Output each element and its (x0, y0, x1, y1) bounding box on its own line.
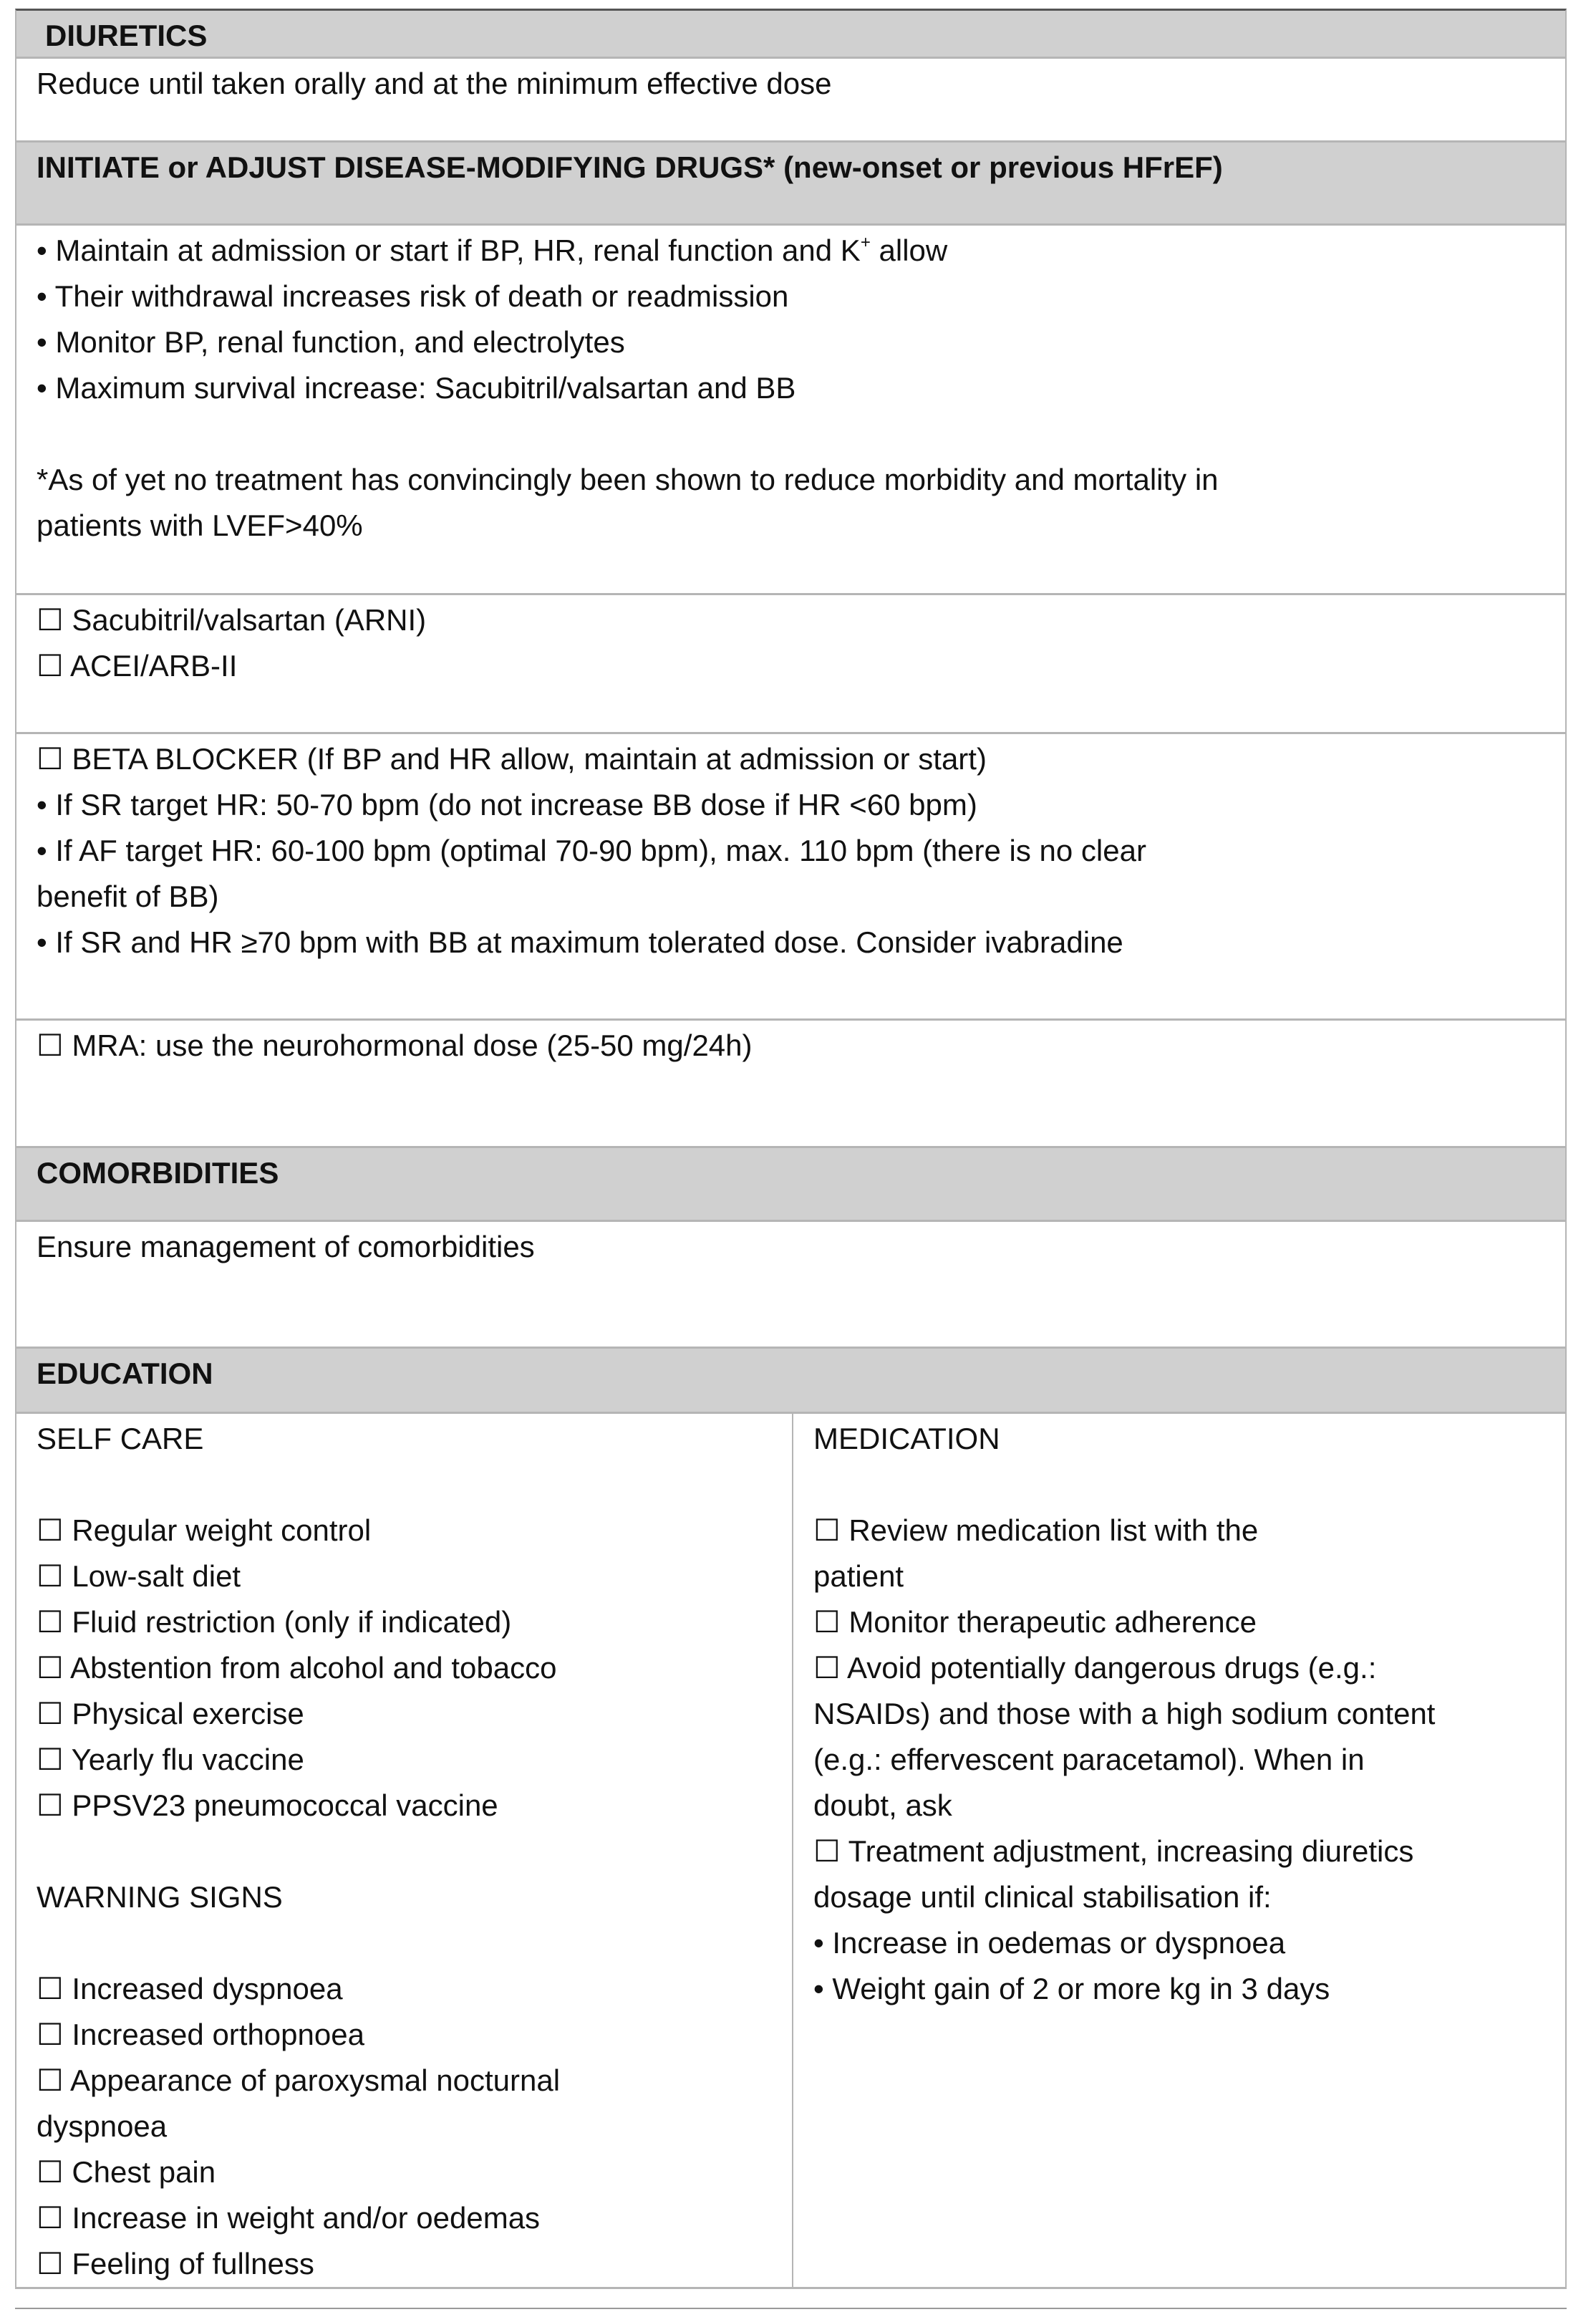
bottom-rule (15, 2308, 1567, 2309)
checklist-item[interactable]: ☐ Physical exercise (37, 1697, 304, 1730)
section-title: COMORBIDITIES (37, 1156, 279, 1190)
text-span: • Maintain at admission or start if BP, HR, renal function and K (37, 233, 861, 267)
checklist-item[interactable]: ☐ Low-salt diet (37, 1559, 241, 1593)
text-line (37, 1462, 792, 1508)
checklist-item[interactable]: ☐ Fluid restriction (only if indicated) (37, 1605, 512, 1639)
section-title: EDUCATION (37, 1357, 213, 1390)
education-header (16, 1349, 1565, 1414)
superscript: + (860, 233, 871, 252)
checklist-item[interactable]: ☐ Sacubitril/valsartan (ARNI) (37, 603, 427, 637)
text-line: • Weight gain of 2 or more kg in 3 days (813, 1972, 1330, 2005)
text-line (813, 1462, 1565, 1508)
text-line: • Increase in oedemas or dyspnoea (813, 1926, 1286, 1960)
section-title: INITIATE or ADJUST DISEASE-MODIFYING DRUGS* (new-onset or previous HFrEF) (37, 150, 1223, 184)
text-line: Ensure management of comorbidities (37, 1230, 535, 1263)
text-line: dosage until clinical stabilisation if: (813, 1880, 1272, 1914)
text-line: doubt, ask (813, 1788, 952, 1822)
arni-options (16, 595, 1565, 734)
text-line: NSAIDs) and those with a high sodium content (813, 1697, 1436, 1730)
heart-failure-checklist-table (15, 9, 1567, 2289)
checklist-item[interactable]: ☐ Monitor therapeutic adherence (813, 1605, 1257, 1639)
comorbidities-body (16, 1222, 1565, 1349)
checklist-item[interactable]: ☐ Avoid potentially dangerous drugs (e.g.: (813, 1651, 1377, 1685)
text-line (37, 411, 1565, 457)
diuretics-body (16, 59, 1565, 143)
self-care-column (16, 1414, 793, 2287)
guidance-lines (37, 274, 1565, 549)
checklist-item[interactable]: ☐ Regular weight control (37, 1513, 372, 1547)
checklist-item[interactable]: ☐ Abstention from alcohol and tobacco (37, 1651, 557, 1685)
text-line: MEDICATION (813, 1422, 1000, 1455)
text-line: • If AF target HR: 60-100 bpm (optimal 70-90 bpm), max. 110 bpm (there is no clear (37, 834, 1146, 867)
checklist-item[interactable]: ☐ Increased orthopnoea (37, 2018, 364, 2051)
mra-options (16, 1021, 1565, 1148)
checklist-item[interactable]: ☐ PPSV23 pneumococcal vaccine (37, 1788, 498, 1822)
checklist-item[interactable]: ☐ Increase in weight and/or oedemas (37, 2201, 541, 2235)
section-title: DIURETICS (45, 19, 208, 52)
text-line: • If SR target HR: 50-70 bpm (do not increase BB dose if HR <60 bpm) (37, 788, 977, 822)
text-line (37, 1829, 792, 1874)
checklist-item[interactable]: ☐ Review medication list with the (813, 1513, 1259, 1547)
checklist-item[interactable]: ☐ BETA BLOCKER (If BP and HR allow, maintain at admission or start) (37, 742, 987, 776)
checklist-item[interactable]: ☐ Yearly flu vaccine (37, 1743, 304, 1776)
comorbidities-header (16, 1148, 1565, 1222)
drugs-guidance (16, 226, 1565, 595)
text-line (37, 228, 1565, 274)
drugs-header (16, 143, 1565, 226)
text-line: (e.g.: effervescent paracetamol). When in (813, 1743, 1365, 1776)
text-line: WARNING SIGNS (37, 1880, 283, 1914)
text-line: SELF CARE (37, 1422, 204, 1455)
education-columns (16, 1414, 1565, 2289)
medication-column (793, 1414, 1565, 2287)
text-line: • Their withdrawal increases risk of death or readmission (37, 279, 789, 313)
checklist-item[interactable]: ☐ ACEI/ARB-II (37, 649, 238, 683)
checklist-item[interactable]: ☐ Chest pain (37, 2155, 216, 2189)
text-line (37, 1920, 792, 1966)
text-span: allow (870, 233, 948, 267)
text-line: dyspnoea (37, 2109, 168, 2143)
text-line: benefit of BB) (37, 880, 219, 913)
checklist-item[interactable]: ☐ Feeling of fullness (37, 2247, 314, 2280)
beta-blocker-options (16, 734, 1565, 1021)
text-line: Reduce until taken orally and at the minimum effective dose (37, 67, 832, 100)
text-line: patient (813, 1559, 904, 1593)
checklist-item[interactable]: ☐ Increased dyspnoea (37, 1972, 343, 2005)
text-line: • Maximum survival increase: Sacubitril/valsartan and BB (37, 371, 796, 405)
checklist-item[interactable]: ☐ Appearance of paroxysmal nocturnal (37, 2063, 561, 2097)
text-line: *As of yet no treatment has convincingly been shown to reduce morbidity and mortality in (37, 463, 1219, 496)
diuretics-header (16, 11, 1565, 59)
text-line: patients with LVEF>40% (37, 509, 363, 542)
checklist-item[interactable]: ☐ Treatment adjustment, increasing diuretics (813, 1834, 1414, 1868)
text-line: • Monitor BP, renal function, and electrolytes (37, 325, 625, 359)
text-line: • If SR and HR ≥70 bpm with BB at maximum tolerated dose. Consider ivabradine (37, 925, 1123, 959)
checklist-item[interactable]: ☐ MRA: use the neurohormonal dose (25-50 mg/24h) (37, 1029, 753, 1062)
